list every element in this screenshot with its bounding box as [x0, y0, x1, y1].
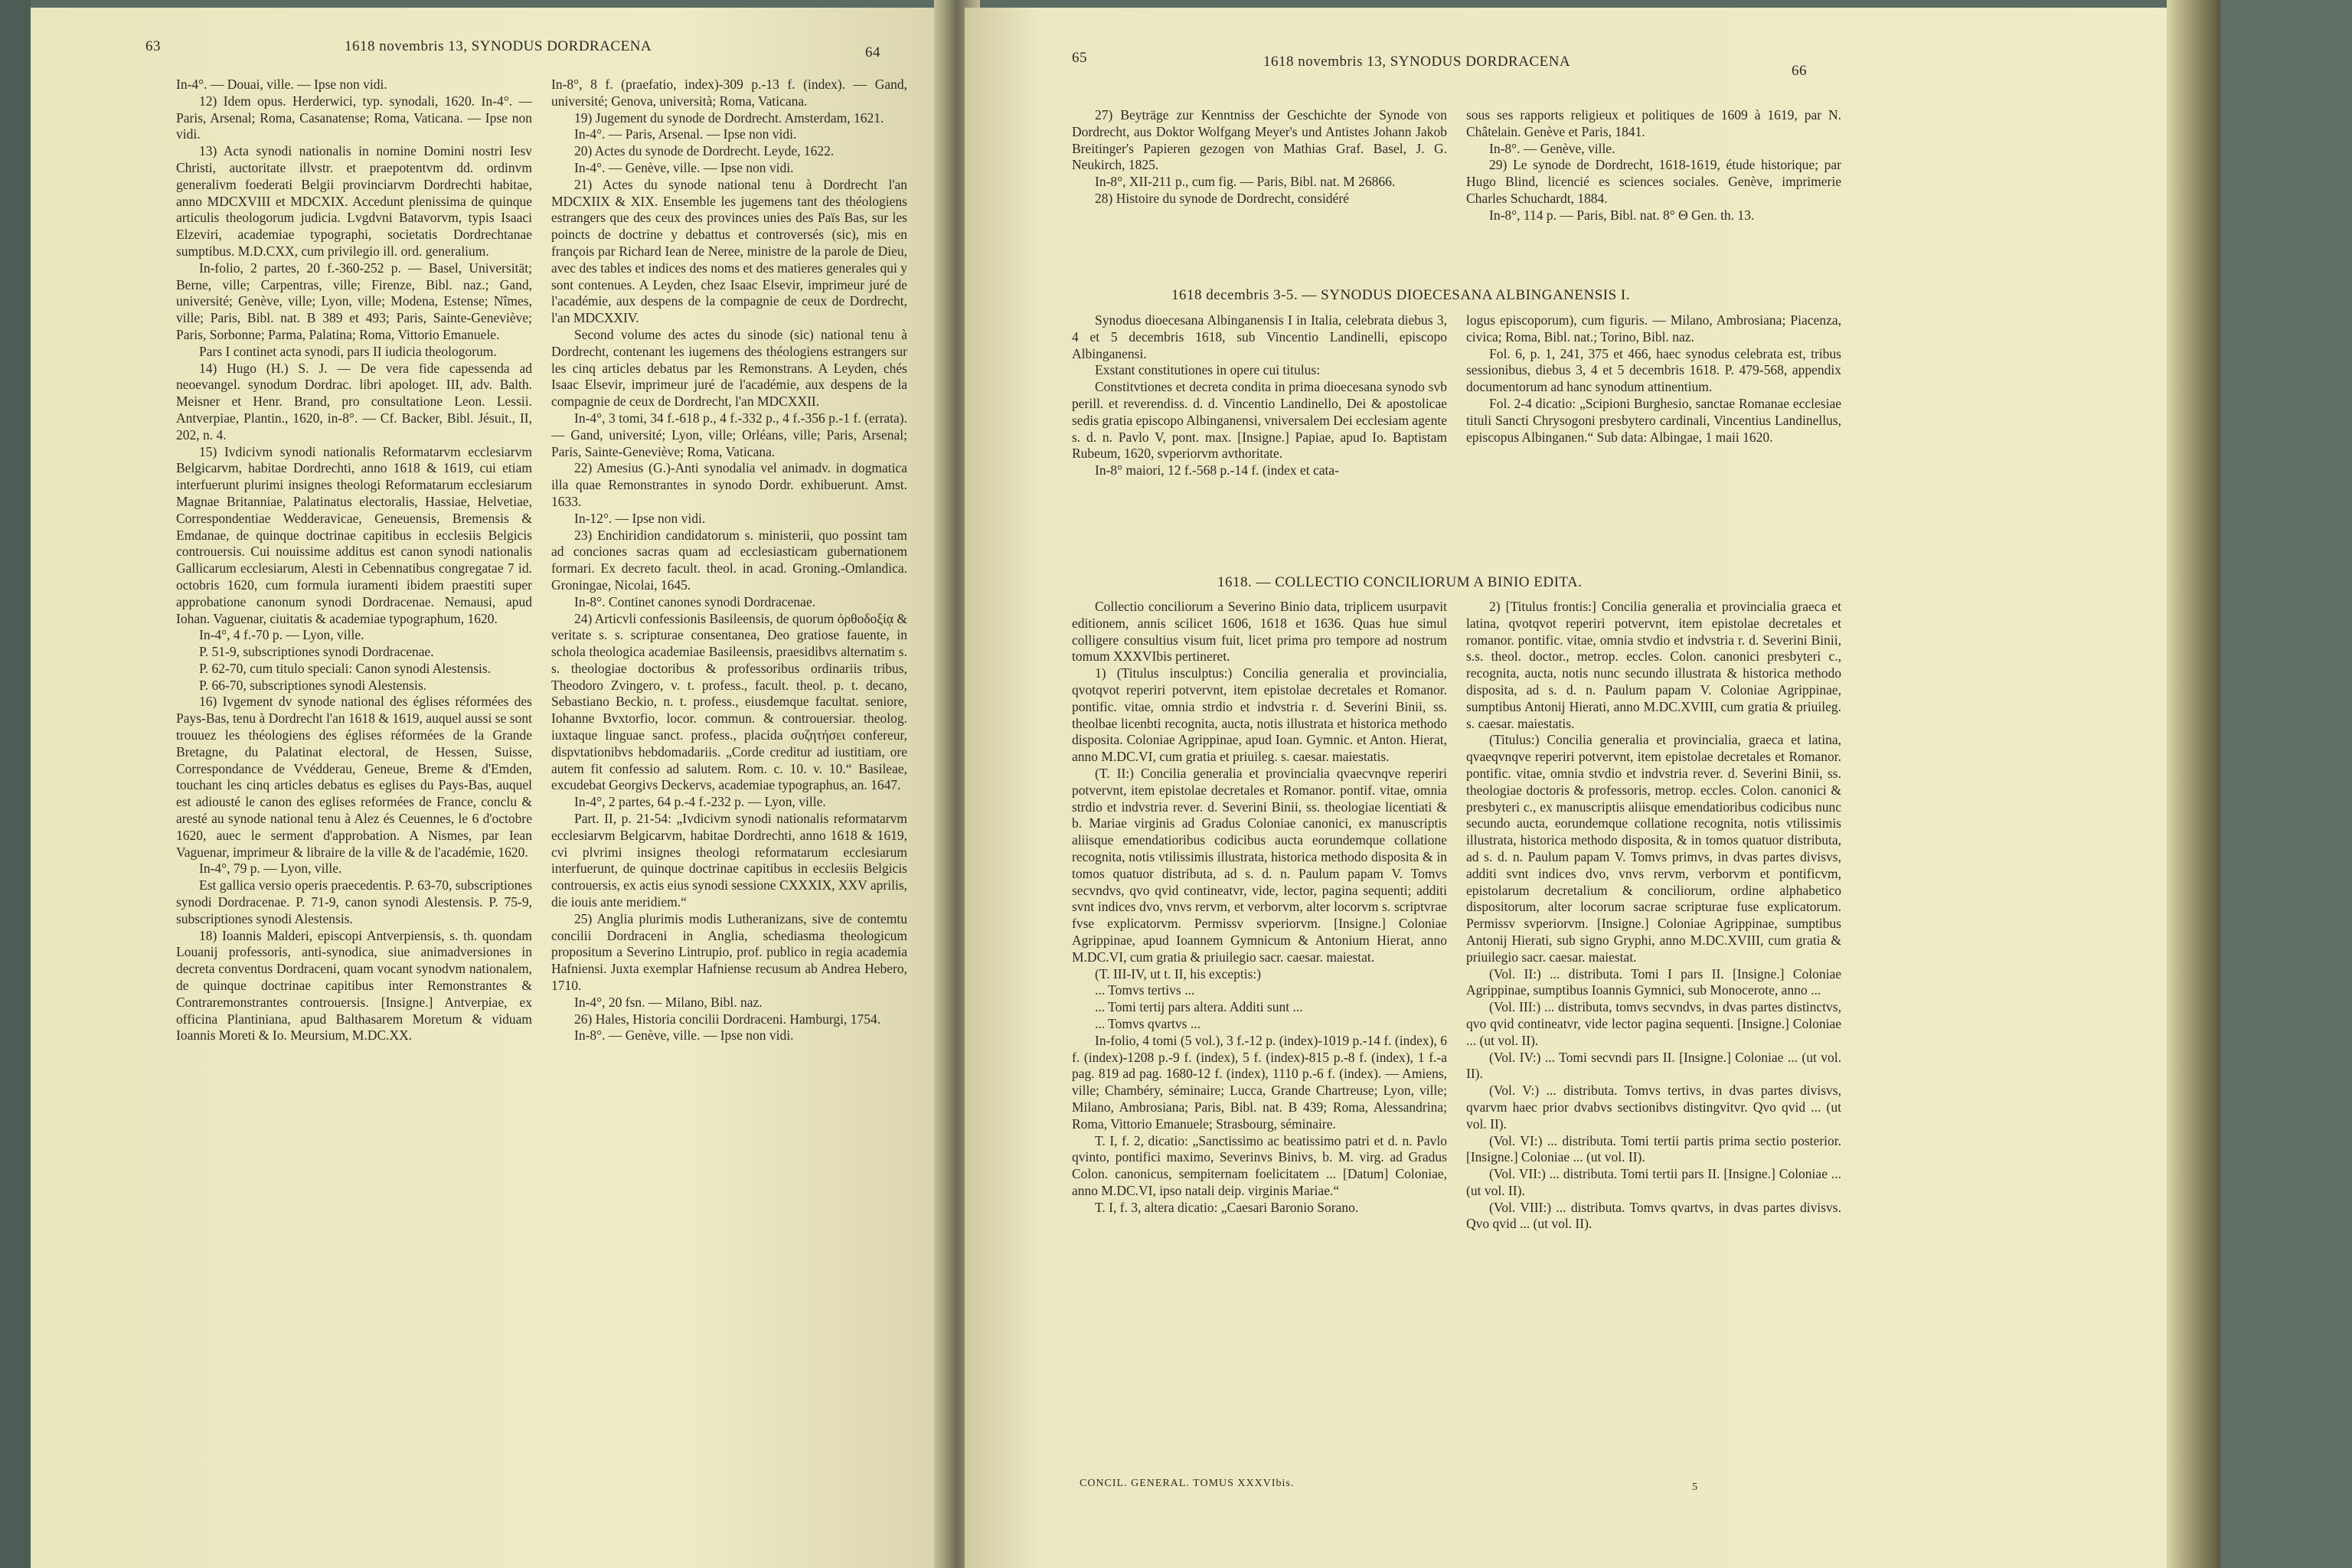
paragraph: Second volume des actes du sinode (sic) national tenu à Dordrecht, contenant les iugemens des théologiens estrangers sur les cinq articles debatus par les Remonstrans. A Leyden, chés Isaac Elsevir, imprimeur juré de l'académie, aux despens de la compagnie de ceux de Dordrecht, l'an MDCXXII.: [551, 326, 907, 410]
paragraph: (T. III-IV, ut t. II, his exceptis:): [1095, 965, 1262, 982]
paragraph: 22) Amesius (G.)-Anti synodalia vel animadv. in dogmatica illa quae Remonstrantes in synodo Dordr. exhibuerunt. Amst. 1633.: [551, 460, 907, 509]
paragraph: P. 66-70, subscriptiones synodi Alestensis.: [199, 677, 427, 693]
text-column: [1466, 599, 1841, 1472]
paragraph: 18) Ioannis Malderi, episcopi Antverpiensis, s. th. quondam Louanij professoris, anti-synodica, siue animadversiones in decreta conventus Dordraceni, quam vocant synodvm nationalem, de quinque doctrinae capitibus inter Remonstrantes & Contraremonstrantes controuersis. [Insigne.] Antverpiae, ex officina Plantiniana, apud Balthasarem Moretum & viduam Ioannis Moreti & Io. Meursium, M.DC.XX.: [176, 927, 532, 1044]
paragraph: Exstant constitutiones in opere cui titulus:: [1095, 362, 1321, 378]
paragraph: In-4°. — Paris, Arsenal. — Ipse non vidi.: [574, 126, 797, 142]
running-title: 1618 novembris 13, SYNODUS DORDRACENA: [1263, 54, 1571, 70]
paragraph: (Vol. IV:) ... Tomi secvndi pars II. [Insigne.] Coloniae ... (ut vol. II).: [1466, 1049, 1841, 1082]
desk-left: [0, 0, 31, 1568]
right-page: [965, 8, 2167, 1568]
paragraph: Est gallica versio operis praecedentis. P. 63-70, subscriptiones synodi Dordracenae. P. 71-9, canon synodi Alestensis. P. 75-9, subscriptiones synodi Alestensis.: [176, 877, 532, 926]
paragraph: In-folio, 4 tomi (5 vol.), 3 f.-12 p. (index)-1019 p.-14 f. (index), 6 f. (index)-1208 p.-9 f. (index), 5 f. (index)-815 p.-8 f. (index), 1 f.-a pag. 819 ad pag. 1680-12 f. (index), 1110 p.-6 f. (index). — Amiens, ville; Chambéry, séminaire; Lucca, Grande Chartreuse; Lyon, ville; Milano, Ambrosiana; Paris, Bibl. nat. B 439; Roma, Alessandrina; Roma, Vittorio Emanuele; Strasbourg, séminaire.: [1072, 1032, 1447, 1132]
paragraph: In-4°, 3 tomi, 34 f.-618 p., 4 f.-332 p., 4 f.-356 p.-1 f. (errata). — Gand, université; Lyon, ville; Orléans, ville; Paris, Arsenal; Paris, Sainte-Geneviève; Roma, Vaticana.: [551, 410, 907, 459]
paragraph: ... Tomvs qvartvs ...: [1095, 1015, 1200, 1031]
paragraph: In-8°. Continet canones synodi Dordracenae.: [574, 593, 816, 609]
page-number: 66: [1792, 63, 1807, 79]
paragraph: P. 51-9, subscriptiones synodi Dordracenae.: [199, 644, 434, 660]
paragraph: In-8°. — Genève, ville. — Ipse non vidi.: [574, 1027, 794, 1044]
paragraph: (Titulus:) Concilia generalia et provincialia, graeca et latina, qvaeqvnqve reperiri potvervnt, item epistolae decretales et Romanor. pontific. vitae, omnia stvdio et indvstria rever. d. Severini Binii, ss. theologiae doctoris & professoris, metrop. eccles. Colon. canonici & presbyteri c., ex manuscriptis aliisque emendatioribus codicibus nunc secundo aucta, eorundemque collatione recognita, notis vtilissimis illustrata, historica methodo disposita, & in tomos quatuor distributa, ad s. d. n. Paulum papam V. Tomvs primvs, in dvas partes divisvs, additi svnt indices dvo, vnvs rervm, verborvm et pontificvm, epistolarum decretalium & conciliorum, ordine alphabetico dispositorum, alter locorum sacrae scripturae fuse explicatorum. Permissv svperiorvm. [Insigne.] Coloniae Agrippinae, sumptibus Antonij Hierati, sub signo Gryphi, anno M.DC.XVIII, cum gratia & priuilegio sacr. caesar. maiestat.: [1466, 732, 1841, 965]
paragraph: 13) Acta synodi nationalis in nomine Domini nostri Iesv Christi, auctoritate illvstr. et praepotentvm dd. ordinvm generalivm foederati Belgii provinciarvm Dordrechti habitae, anno MDCXVIII et MDCXIX. Accedunt plenissima de quinque articulis theologorum judicia. Lvgdvni Batavorvm, typis Isaaci Elzeviri, academiae typographi, societatis Dordrechtanae sumptibus. M.D.CXX, cum privilegio ill. ord. generalium.: [176, 143, 532, 259]
paragraph: 19) Jugement du synode de Dordrecht. Amsterdam, 1621.: [574, 109, 884, 126]
paragraph: 2) [Titulus frontis:] Concilia generalia et provincialia graeca et latina, qvotqvot reperiri potvervnt, item epistolae decretales et romanor. pontific. vitae, omnia stvdio et indvstria r. d. Severini Binii, s.s. theol. doctor., metrop. eccles. Colon. canonici presbyteri c., recognita, aucta, notis nunc secundo illustrata & historica methodo disposita, ad s. d. n. Paulum papam V. Coloniae Agrippinae, sumptibus Antonij Hierati, anno M.DC.XVIII, cum gratia & priuileg. s. caesar. maiestatis.: [1466, 599, 1841, 731]
paragraph: In-8°, 114 p. — Paris, Bibl. nat. 8° Θ Gen. th. 13.: [1489, 207, 1755, 223]
paragraph: Fol. 6, p. 1, 241, 375 et 466, haec synodus celebrata est, tribus sessionibus, diebus 3, 4 et 5 decembris 1618. P. 479-568, appendix documentorum ad hanc synodum attinentium.: [1466, 345, 1841, 395]
section-heading: 1618. — COLLECTIO CONCILIORUM A BINIO EDITA.: [1217, 574, 1583, 590]
paragraph: T. I, f. 2, dicatio: „Sanctissimo ac beatissimo patri et d. n. Pavlo qvinto, pontifici maximo, Severinvs Binivs, b. M. virg. ad Gradus Colon. canonicus, sempiternam foelicitatem ... [Datum] Coloniae, anno M.DC.VI, ipso natali deip. virginis Mariae.“: [1072, 1132, 1447, 1198]
signature-number: 5: [1692, 1481, 1698, 1493]
text-column: [1072, 599, 1447, 1472]
text-column: [1072, 107, 1447, 268]
paragraph: 28) Histoire du synode de Dordrecht, considéré: [1095, 190, 1349, 206]
paragraph: In-4°, 2 partes, 64 p.-4 f.-232 p. — Lyon, ville.: [574, 794, 826, 810]
paragraph: 14) Hugo (H.) S. J. — De vera fide capessenda ad neoevangel. synodum Dordrac. libri apologet. III, adv. Balth. Meisner et Henr. Brand, pro consultatione Leon. Lessii. Antverpiae, Plantin., 1620, in-8°. — Cf. Backer, Bibl. Jésuit., II, 202, n. 4.: [176, 360, 532, 443]
paragraph: Collectio conciliorum a Severino Binio data, triplicem usurpavit editionem, annis scilicet 1606, 1618 et 1636. Quas hue simul colligere consultius visum fuit, licet prima pro tempore ad nostrum tomum XXXVIbis pertineret.: [1072, 599, 1447, 665]
paragraph: T. I, f. 3, altera dicatio: „Caesari Baronio Sorano.: [1095, 1199, 1359, 1215]
paragraph: 21) Actes du synode national tenu à Dordrecht l'an MDCXIIX & XIX. Ensemble les jugemens tant des théologiens estrangers que des ceux des provinces unies des Païs Bas, sur les poincts de doctrine y debattus et controversés (sic), mis en françois par Richard Iean de Neree, ministre de la parole de Dieu, avec des tables et indices des noms et des matieres generales qui y sont contenues. A Leyden, chez Isaac Elsevir, imprimeur juré de l'académie, aux despens de la compagnie de ceux de Dordrecht, l'an MDCXXIV.: [551, 176, 907, 326]
paragraph: 12) Idem opus. Herderwici, typ. synodali, 1620. In-4°. — Paris, Arsenal; Roma, Casanatense; Roma, Vaticana. — Ipse non vidi.: [176, 93, 532, 142]
paragraph: logus episcoporum), cum figuris. — Milano, Ambrosiana; Piacenza, civica; Roma, Bibl. nat.; Torino, Bibl. naz.: [1466, 312, 1841, 345]
paragraph: Constitvtiones et decreta condita in prima dioecesana synodo svb perill. et reverendiss. d. d. Vincentio Landinello, Dei & apostolicae sedis gratia episcopo Albinganensi, vniversalem Dei ecclesiam agente s. d. n. Pavlo V, pont. max. [Insigne.] Papiae, apud Io. Baptistam Rubeum, 1620, svperiorvm avthoritate.: [1072, 379, 1447, 462]
paragraph: sous ses rapports religieux et politiques de 1609 à 1619, par N. Châtelain. Genève et Paris, 1841.: [1466, 107, 1841, 139]
paragraph: ... Tomvs tertivs ...: [1095, 982, 1195, 998]
paragraph: In-12°. — Ipse non vidi.: [574, 510, 706, 526]
left-page: [31, 8, 949, 1568]
paragraph: In-4°, 4 f.-70 p. — Lyon, ville.: [199, 627, 364, 643]
paragraph: In-4°, 20 fsn. — Milano, Bibl. naz.: [574, 994, 763, 1010]
text-column: [1466, 312, 1841, 534]
paragraph: In-8°, XII-211 p., cum fig. — Paris, Bibl. nat. M 26866.: [1095, 174, 1396, 190]
paragraph: 20) Actes du synode de Dordrecht. Leyde, 1622.: [574, 143, 835, 159]
paragraph: 25) Anglia plurimis modis Lutheranizans, sive de contemtu concilii Dordraceni in Anglia, schediasma theologicum propositum a Severino Lintrupio, prof. publico in regia academia Hafniensi. Juxta exemplar Hafniense recusum ab Andrea Hebero, 1710.: [551, 910, 907, 994]
paragraph: (Vol. VI:) ... distributa. Tomi tertii partis prima sectio posterior. [Insigne.] Coloniae ... (ut vol. II).: [1466, 1132, 1841, 1165]
paragraph: 15) Ivdicivm synodi nationalis Reformatarvm ecclesiarvm Belgicarvm, habitae Dordrechti, anno 1618 & 1619, cui etiam interfuerunt plurimi insignes theologi Reformatarum ecclesiarum Magnae Britanniae, Palatinatus electoralis, Hassiae, Helvetiae, Correspondentiae Wedderavicae, Geneuensis, Bremensis & Emdanae, de quinque doctrinae capitibus in ecclesiis Belgicis controuersis. Cui nouissime additus est canon synodi nationalis Gallicarum ecclesiarum, Alesti in Cebennatibus congregatae 7 id. octobris 1620, cum formula iuramenti ibidem praestiti super approbatione canonum synodi Dordracenae. Nemausi, apud Iohan. Vaguenar, ciuitatis & academiae typographum, 1620.: [176, 443, 532, 626]
page-number: 63: [145, 38, 161, 54]
paragraph: In-8°, 8 f. (praefatio, index)-309 p.-13 f. (index). — Gand, université; Genova, università; Roma, Vaticana.: [551, 77, 907, 109]
paragraph: 29) Le synode de Dordrecht, 1618-1619, étude historique; par Hugo Blind, licencié es sciences sociales. Genève, imprimerie Charles Schuchardt, 1884.: [1466, 157, 1841, 206]
paragraph: 26) Hales, Historia concilii Dordraceni. Hamburgi, 1754.: [574, 1011, 881, 1027]
signature-mark: CONCIL. GENERAL. TOMUS XXXVIbis.: [1080, 1478, 1295, 1489]
text-column: [176, 77, 532, 1516]
paragraph: Fol. 2-4 dicatio: „Scipioni Burghesio, sanctae Romanae ecclesiae tituli Sancti Chrysogoni presbytero cardinali, Vincentius Landinellus, episcopus Albinganen.“ Sub data: Albingae, 1 maii 1620.: [1466, 395, 1841, 445]
paragraph: 23) Enchiridion candidatorum s. ministerii, quo possint tam ad conciones sacras quam ad ecclesiasticam gubernationem formari. Ex decreto facult. theol. in acad. Groning.-Omlandica. Groningae, Nicolai, 1645.: [551, 527, 907, 593]
paragraph: In-4°, 79 p. — Lyon, ville.: [199, 861, 342, 877]
paragraph: In-8°. — Genève, ville.: [1489, 140, 1615, 156]
paragraph: (Vol. V:) ... distributa. Tomvs tertivs, in dvas partes divisvs, qvarvm haec prior dvabvs sectionibvs distingvitvr. Qvo qvid ... (ut vol. II).: [1466, 1083, 1841, 1132]
paragraph: (Vol. III:) ... distributa, tomvs secvndvs, in dvas partes distinctvs, qvo qvid contineatvr, vide lector pagina sequenti. [Insigne.] Coloniae ... (ut vol. II).: [1466, 999, 1841, 1048]
text-column: [1466, 107, 1841, 268]
paragraph: Pars I continet acta synodi, pars II iudicia theologorum.: [199, 343, 497, 359]
paragraph: ... Tomi tertij pars altera. Additi sunt ...: [1095, 999, 1303, 1015]
paragraph: (Vol. II:) ... distributa. Tomi I pars II. [Insigne.] Coloniae Agrippinae, sumptibus Ioannis Gymnici, sub Monocerote, anno ...: [1466, 965, 1841, 998]
paragraph: P. 62-70, cum titulo speciali: Canon synodi Alestensis.: [199, 660, 492, 676]
paragraph: In-4°. — Douai, ville. — Ipse non vidi.: [176, 77, 387, 92]
text-column: [551, 77, 907, 1516]
paragraph: Synodus dioecesana Albinganensis I in Italia, celebrata diebus 3, 4 et 5 decembris 1618, sub Vincentio Landinelli, episcopo Albinganensi.: [1072, 312, 1447, 361]
book-edge: [2167, 0, 2220, 1568]
text-column: [1072, 312, 1447, 534]
paragraph: Part. II, p. 21-54: „Ivdicivm synodi nationalis reformatarvm ecclesiarvm Belgicarvm, habitae Dordrechti, anno 1618 & 1619, cvi plvrimi insignes theologi reformatarum ecclesiarum interfuerunt, de quinque doctrinae capitibus in ecclesiis Belgicis controuersis, ex actis eius synodi sessione CXXXIX, XXV aprilis, die iouis ante meridiem.“: [551, 811, 907, 910]
page-number: 64: [865, 44, 880, 60]
paragraph: 16) Ivgement dv synode national des églises réformées des Pays-Bas, tenu à Dordrecht l'an 1618 & 1619, auquel aussi se sont trouuez les théologiens des églises réformées de la Grande Bretagne, du Palatinat electoral, de Hessen, Suisse, Correspondance de Vvédderau, Geneue, Breme & d'Emden, touchant les cinq articles debatus es eglises du Pays-Bas, auquel est adiousté le canon des eglises reformées de France, conclu & aresté au synode national tenu à Alez és Ceuennes, le 6 d'octobre 1620, auec le serment d'approbation. A Nismes, par Iean Vaguenar, imprimeur & libraire de la ville & de l'académie, 1620.: [176, 694, 532, 860]
paragraph: 24) Articvli confessionis Basileensis, de quorum ὀρθοδοξίᾳ & veritate s. s. scripturae consentanea, Deo gratiose fauente, in schola theologica academiae Basileensis, praesidibvs alternatim s. s. theologiae doctoribus & professoribus ordinariis tribus, Theodoro Zvingero, v. t. profess., facult. theol. p. t. decano, Sebastiano Beckio, n. t. profess., eiusdemque facultat. seniore, Iohanne Bvxtorfio, locor. commun. & controuersiar. theolog. iuxtaque linguae sanct. profess., placida συζητήσει confereur, dispvtationibvs hebdomadariis. „Corde creditur ad iustitiam, ore autem fit confessio ad salutem. Rom. c. 10. v. 10.“ Basileae, excudebat Georgivs Deckervs, academiae typographus, an. 1647.: [551, 610, 907, 793]
paragraph: (Vol. VII:) ... distributa. Tomi tertii pars II. [Insigne.] Coloniae ... (ut vol. II).: [1466, 1166, 1841, 1198]
paragraph: In-8° maiori, 12 f.-568 p.-14 f. (index et cata-: [1095, 462, 1339, 479]
paragraph: In-4°. — Genève, ville. — Ipse non vidi.: [574, 159, 794, 175]
paragraph: 1) (Titulus insculptus:) Concilia generalia et provincialia, qvotqvot reperiri potvervnt, item epistolae decretales et Romanor. pontific. vitae, omnia strdio et indvstria r. d. Severini Binii, ss. theolbae licenbti recognita, aucta, notis illustrata et historica methodo disposita. Coloniae Agrippinae, apud Ioan. Gymnic. et Anton. Hierat, anno M.DC.VI, cum gratia et priuileg. s. caesar. maiestatis.: [1072, 665, 1447, 765]
paragraph: In-folio, 2 partes, 20 f.-360-252 p. — Basel, Universität; Berne, ville; Carpentras, ville; Firenze, Bibl. naz.; Gand, université; Genève, ville; Lyon, ville; Modena, Estense; Nîmes, ville; Paris, Bibl. nat. B 389 et 493; Paris, Sainte-Geneviève; Paris, Sorbonne; Parma, Palatina; Roma, Vittorio Emanuele.: [176, 260, 532, 342]
running-title: 1618 novembris 13, SYNODUS DORDRACENA: [345, 38, 652, 54]
paragraph: (Vol. VIII:) ... distributa. Tomvs qvartvs, in dvas partes divisvs. Qvo qvid ... (ut vol. II).: [1466, 1199, 1841, 1232]
paragraph: 27) Beyträge zur Kenntniss der Geschichte der Synode von Dordrecht, aus Doktor Wolfgang Meyer's und Antistes Johann Jakob Breitinger's Papieren gezogen von Mathias Graf. Basel, J. G. Neukirch, 1825.: [1072, 107, 1447, 173]
section-heading: 1618 decembris 3-5. — SYNODUS DIOECESANA ALBINGANENSIS I.: [1171, 287, 1631, 303]
page-number: 65: [1072, 50, 1087, 66]
paragraph: (T. II:) Concilia generalia et provincialia qvaecvnqve reperiri potvervnt, item epistolae decretales et Romanor. pontif. vitae, omnia strdio et indvstria rever. d. Severini Binii, ss. theologiae licentiati & b. Mariae virginis ad Gradus Coloniae canonici, ex manuscriptis aliisque emendatioribus codicibus aucta eorundemque collatione recognita, notis vtilissimis illustrata, historica methodo disposita & in tomos quatuor distributa, ad s. d. n. Paulum papam V. Tomvs secvndvs, qvo qvid contineatvr, vide, lector, pagina sequenti; additi svnt indices dvo, vnvs rervm, et verborvm, alter locorvm s. scriptvrae fvse explicatorvm. Permissv svperiorvm. [Insigne.] Coloniae Agrippinae, apud Ioannem Gymnicum & Antonium Hierat, anno M.DC.VI, cum gratia & priuilegio sacr. caesar. maiestat.: [1072, 765, 1447, 965]
desk-right: [2220, 0, 2352, 1568]
